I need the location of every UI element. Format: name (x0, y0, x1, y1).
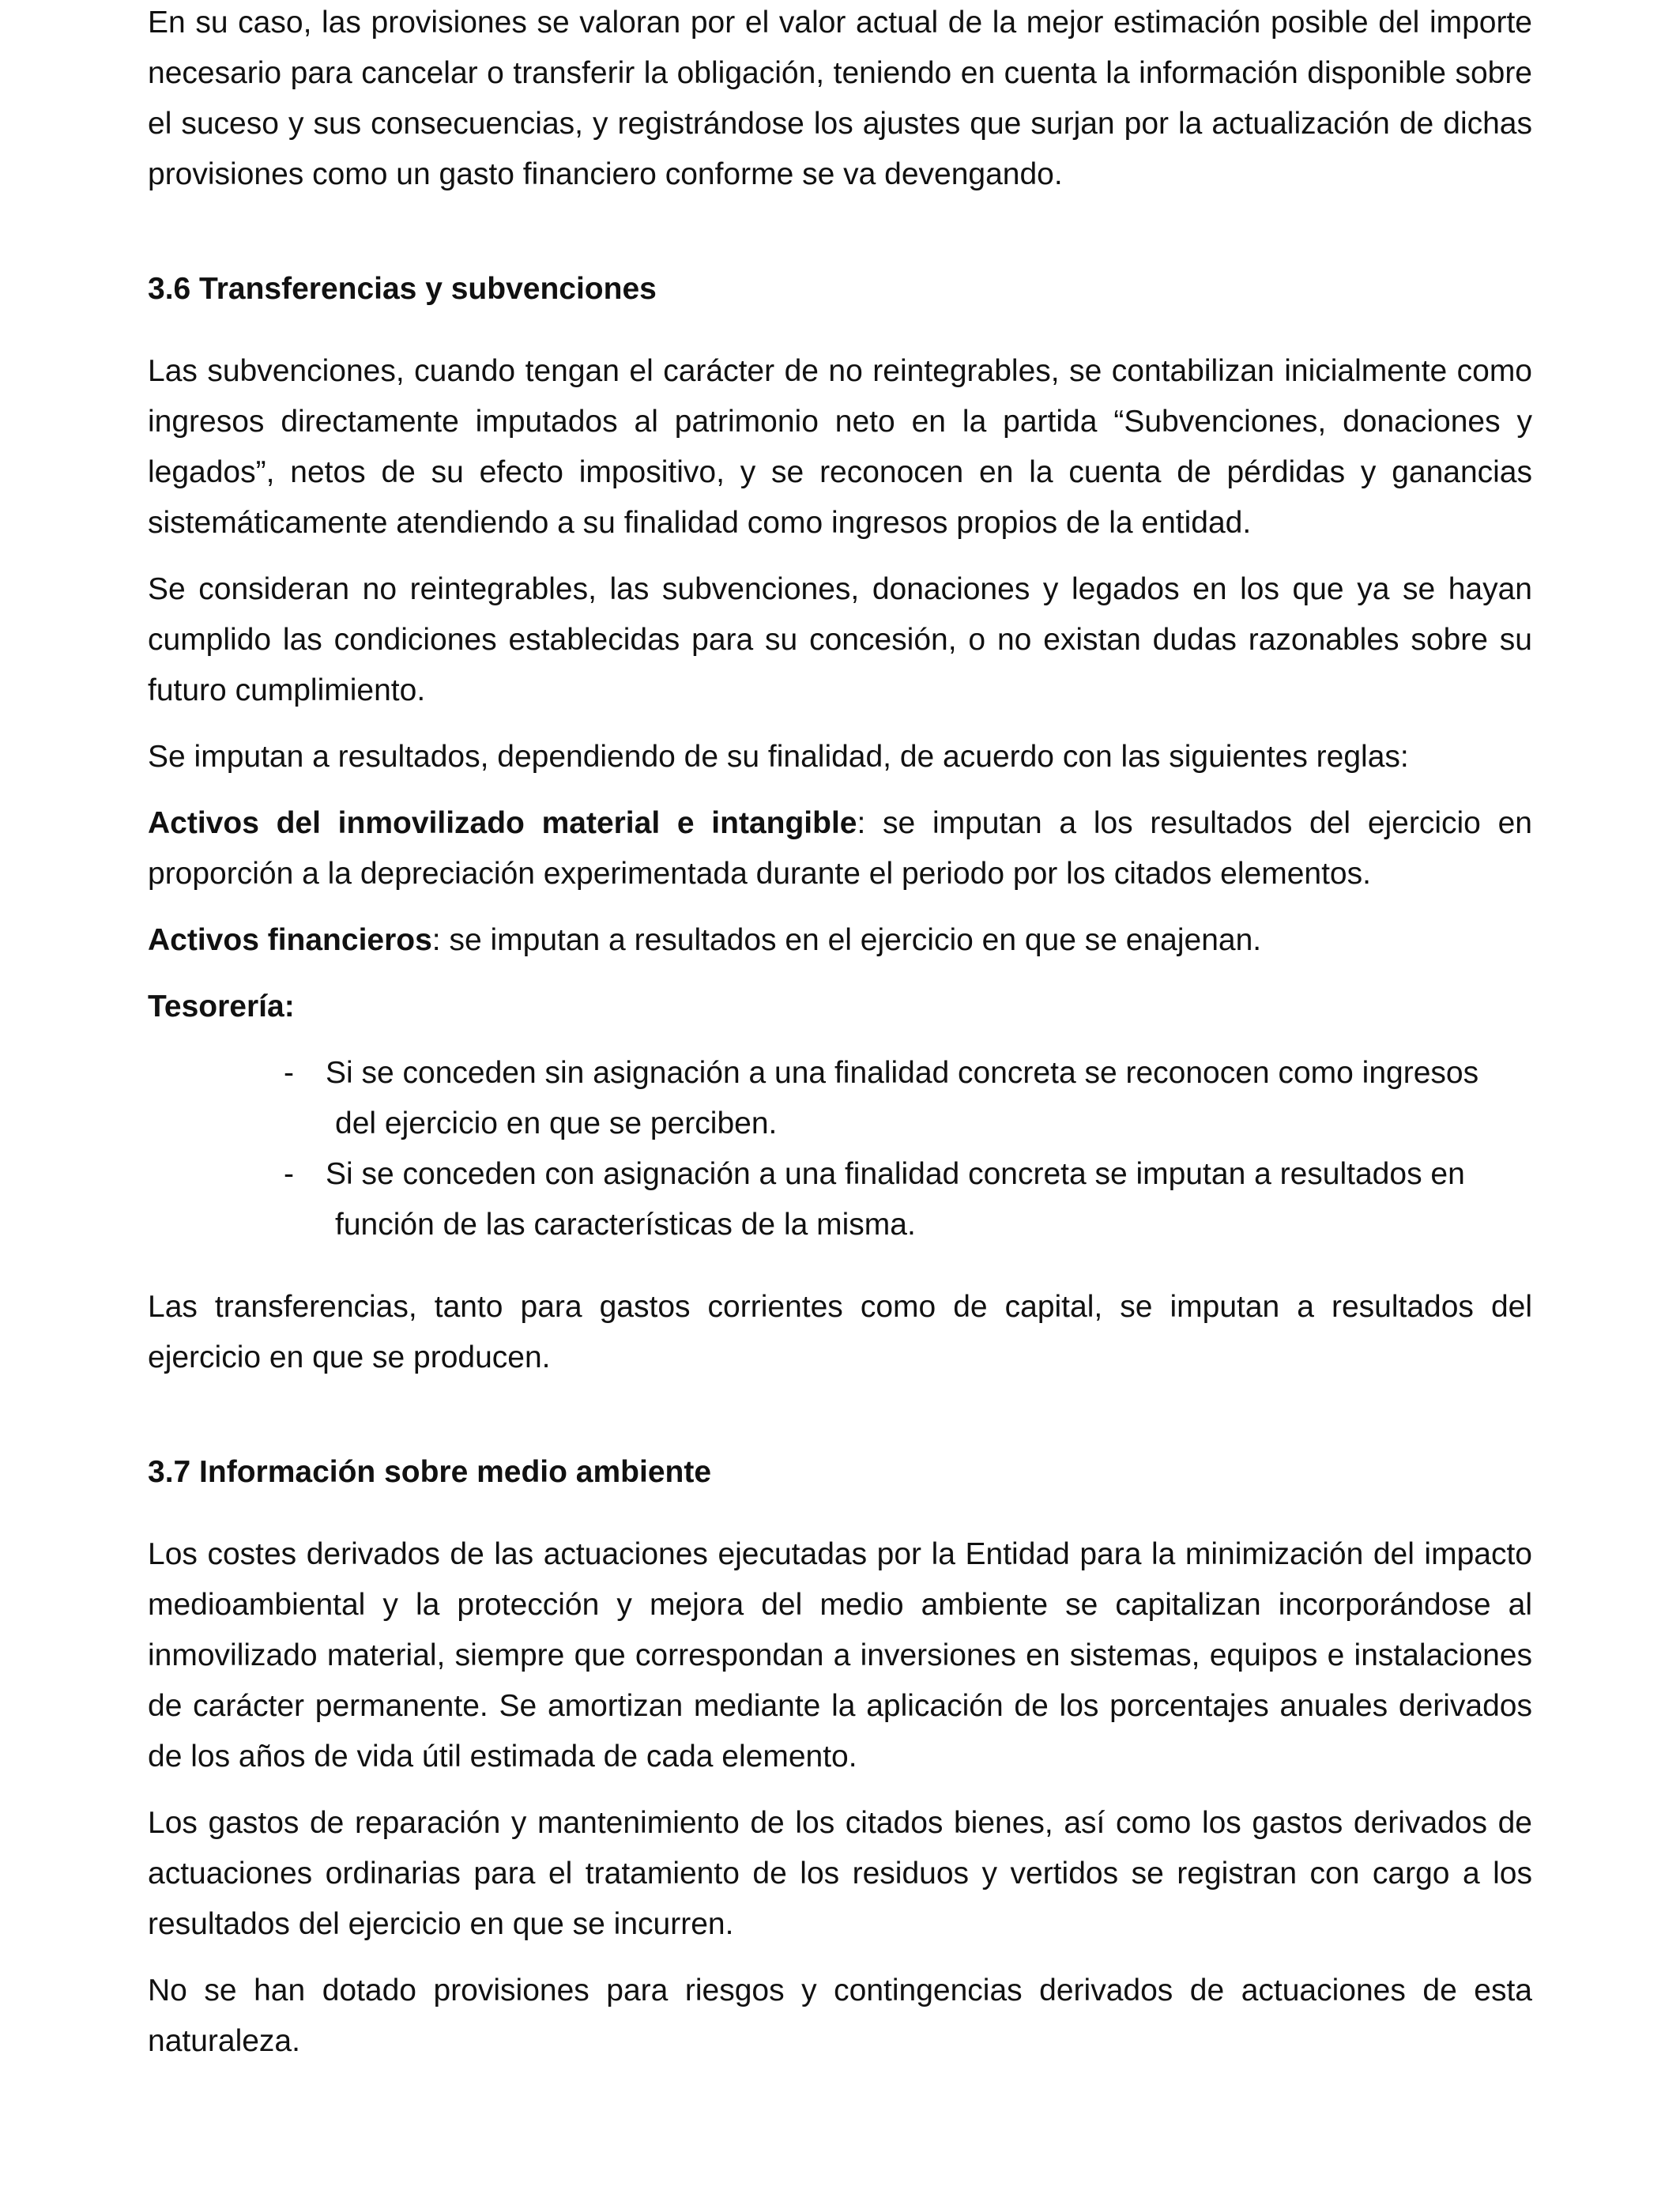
provisions-paragraph: En su caso, las provisiones se valoran por el valor actual de la mejor estimación posible del importe necesario para cancelar o transferir la obligación, teniendo en cuenta la información disponible sobre el suceso y sus consecuencias, y registrándose los ajustes que surjan por la actualización de dichas provisiones como un gasto financiero conforme se va devengando. (148, 6, 1532, 191)
section-3-6-heading: 3.6 Transferencias y subvenciones (148, 272, 657, 306)
document-page (148, 0, 1532, 2067)
dash-bullet: - (284, 1157, 294, 1191)
environment-paragraph-1: Los costes derivados de las actuaciones ejecutadas por la Entidad para la minimización del impacto medioambiental y la protección y mejora del medio ambiente se capitalizan incorporándose al inmovilizado material, siempre que correspondan a inversiones en sistemas, equipos e instalaciones de carácter permanente. Se amortizan mediante la aplicación de los porcentajes anuales derivados de los años de vida útil estimada de cada elemento. (148, 1537, 1532, 1774)
list-item-line: función de las características de la misma. (335, 1208, 916, 1242)
subsidies-paragraph-3: Se imputan a resultados, dependiendo de su finalidad, de acuerdo con las siguientes reglas: (148, 740, 1409, 774)
subsidies-paragraph-1: Las subvenciones, cuando tengan el carácter de no reintegrables, se contabilizan inicialmente como ingresos directamente imputados al patrimonio neto en la partida “Subvenciones, donaciones y legados”, netos de su efecto impositivo, y se reconocen en la cuenta de pérdidas y ganancias sistemáticamente atendiendo a su finalidad como ingresos propios de la entidad. (148, 354, 1532, 540)
rule-financial-assets (148, 915, 1532, 966)
subsidies-paragraph-2: Se consideran no reintegrables, las subvenciones, donaciones y legados en los que ya se hayan cumplido las condiciones establecidas para su concesión, o no existan dudas razonables sobre su futuro cumplimiento. (148, 572, 1532, 707)
treasury-list (148, 1048, 1532, 1250)
rule-fixed-assets-text: : se imputan a los resultados del ejercicio en proporción a la depreciación experimentada durante el periodo por los citados elementos. (148, 806, 1532, 891)
environment-paragraph-2: Los gastos de reparación y mantenimiento de los citados bienes, así como los gastos derivados de actuaciones ordinarias para el tratamiento de los residuos y vertidos se registran con cargo a los resultados del ejercicio en que se incurren. (148, 1806, 1532, 1941)
list-item-line: del ejercicio en que se perciben. (335, 1106, 778, 1140)
environment-paragraph-3: No se han dotado provisiones para riesgos y contingencias derivados de actuaciones de esta naturaleza. (148, 1973, 1532, 2058)
list-item-line: Si se conceden con asignación a una finalidad concreta se imputan a resultados en (326, 1157, 1465, 1191)
rule-fixed-assets-label: Activos del inmovilizado material e intangible (148, 806, 857, 840)
list-item (284, 1149, 1532, 1250)
dash-bullet: - (284, 1056, 294, 1090)
rule-financial-assets-text: : se imputan a resultados en el ejercicio en que se enajenan. (431, 923, 1262, 957)
list-item (284, 1048, 1532, 1149)
treasury-label: Tesorería: (148, 990, 295, 1023)
list-item-line: Si se conceden sin asignación a una finalidad concreta se reconocen como ingresos (326, 1056, 1479, 1090)
transfers-paragraph: Las transferencias, tanto para gastos corrientes como de capital, se imputan a resultados del ejercicio en que se producen. (148, 1290, 1532, 1374)
rule-fixed-assets (148, 798, 1532, 899)
rule-financial-assets-label: Activos financieros (148, 923, 432, 957)
section-3-7-heading: 3.7 Información sobre medio ambiente (148, 1455, 712, 1489)
